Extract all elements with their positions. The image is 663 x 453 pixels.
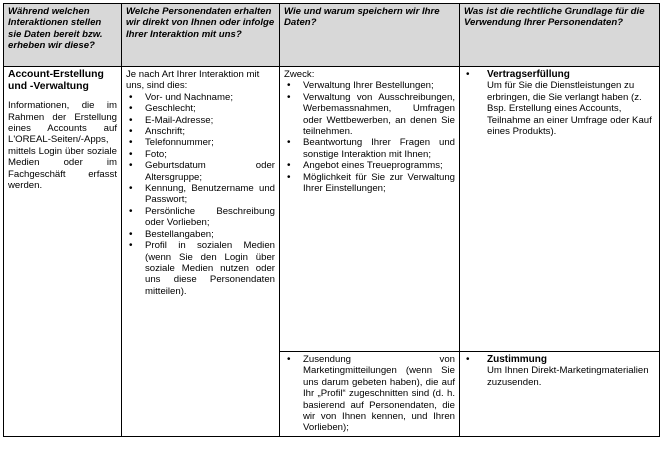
- legal-title: Zustimmung: [487, 354, 547, 365]
- purpose-label: Zweck:: [284, 69, 315, 80]
- interaction-cell: [4, 67, 122, 437]
- list-item: • Vor- und Nachname;: [126, 92, 275, 103]
- header-personal-data: Welche Personendaten erhalten wir direkt von Ihnen oder infolge Ihrer Interaktion mit uns?: [122, 4, 280, 67]
- list-item: • Telefonnummer;: [126, 137, 275, 148]
- legal-basis-contract: [464, 69, 655, 137]
- row-description: Informationen, die im Rahmen der Erstellung eines Accounts auf L'OREAL-Seiten/-Apps, mittels Login über soziale Medien oder im Fachgeschäft erfasst werden.: [8, 100, 117, 192]
- row-title: Account-Erstellung und -Verwaltung: [8, 69, 104, 92]
- list-item: • Angebot eines Treueprogramms;: [284, 160, 455, 171]
- bullet-icon: •: [466, 354, 470, 365]
- list-item: • Kennung, Benutzername und Passwort;: [126, 183, 275, 206]
- purpose-list: [284, 80, 455, 194]
- data-list: [126, 92, 275, 297]
- list-item: • Verwaltung Ihrer Bestellungen;: [284, 80, 455, 91]
- header-interactions: Während welchen Interaktionen stellen sie Daten bereit bzw. erheben wir diese?: [4, 4, 122, 67]
- legal-basis-cell-consent: [460, 352, 660, 437]
- list-item: • Persönliche Beschreibung oder Vorlieben;: [126, 206, 275, 229]
- purpose-list-marketing: [284, 354, 455, 434]
- list-item: • Geburtsdatum oder Altersgruppe;: [126, 160, 275, 183]
- bullet-icon: •: [466, 69, 470, 80]
- list-item: • Bestellangaben;: [126, 229, 275, 240]
- list-item: • Möglichkeit für Sie zur Verwaltung Ihrer Einstellungen;: [284, 172, 455, 195]
- purpose-cell-marketing: [280, 352, 460, 437]
- legal-text: Um für Sie die Dienstleistungen zu erbringen, die Sie verlangt haben (z. Bsp. Erstellung eines Accounts, Teilnahme an einer Umfrage oder Kauf eines Produkts).: [487, 80, 652, 138]
- legal-title: Vertragserfüllung: [487, 69, 570, 80]
- header-row: [4, 4, 660, 67]
- list-item: • Beantwortung Ihrer Fragen und sonstige Interaktion mit Ihnen;: [284, 137, 455, 160]
- table-row: [4, 67, 660, 352]
- list-item: • Zusendung von Marketingmitteilungen (wenn Sie uns darum gebeten haben), die auf Ihr „Profil“ zugeschnitten sind (d. h. basierend auf Personendaten, die wir von Ihnen kennen, und Ihren Vorlieben);: [284, 354, 455, 434]
- personal-data-cell: [122, 67, 280, 437]
- header-legal-basis: Was ist die rechtliche Grundlage für die Verwendung Ihrer Personendaten?: [460, 4, 660, 67]
- legal-text: Um Ihnen Direkt-Marketingmaterialien zuzusenden.: [487, 365, 649, 388]
- list-item: • Verwaltung von Ausschreibungen, Werbemassnahmen, Umfragen oder Wettbewerben, an denen Sie teilnehmen.: [284, 92, 455, 138]
- list-item: • Anschrift;: [126, 126, 275, 137]
- purpose-cell: [280, 67, 460, 352]
- header-storage-purpose: Wie und warum speichern wir Ihre Daten?: [280, 4, 460, 67]
- list-item: • Foto;: [126, 149, 275, 160]
- list-item: • Geschlecht;: [126, 103, 275, 114]
- legal-basis-consent: [464, 354, 655, 388]
- list-item: • E-Mail-Adresse;: [126, 115, 275, 126]
- data-intro: Je nach Art Ihrer Interaktion mit uns, sind dies:: [126, 69, 260, 92]
- list-item: • Profil in sozialen Medien (wenn Sie den Login über soziale Medien nutzen oder uns diese Personendaten mitteilen).: [126, 240, 275, 297]
- privacy-table: [3, 3, 660, 437]
- legal-basis-cell: [460, 67, 660, 352]
